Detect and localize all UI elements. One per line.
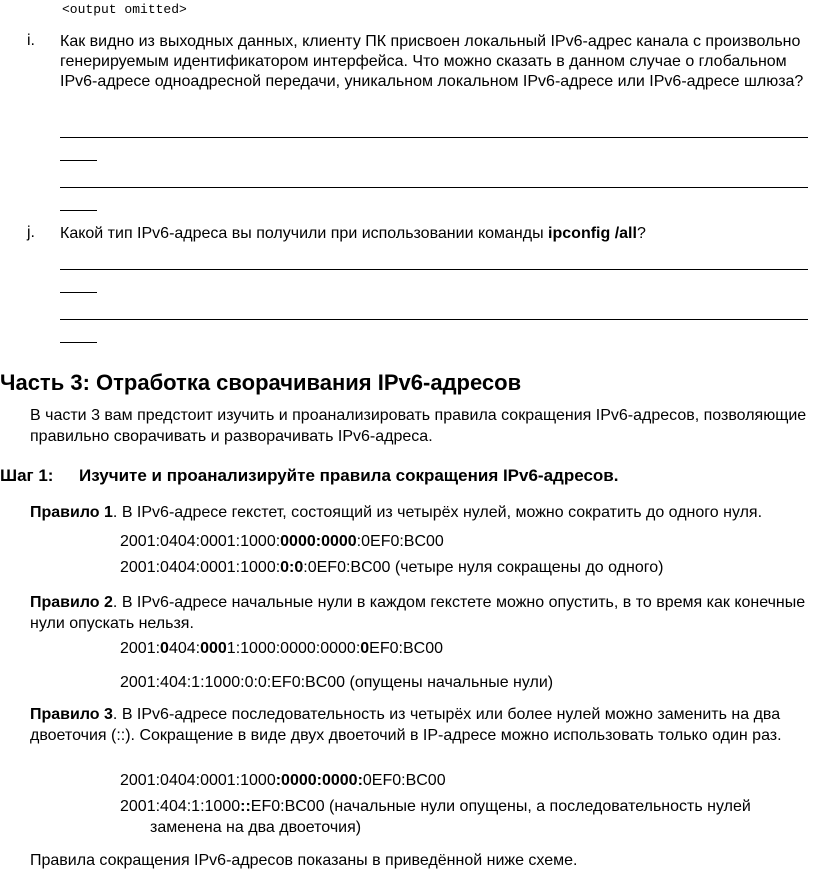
- rule-3-text: Правило 3. В IPv6-адресе последовательность из четырёх или более нулей можно заменить на два двоеточия (::). Сокращение в виде двух двоеточий в IP-адресе можно использовать только один раз.: [30, 706, 782, 744]
- rule-name: Правило 1: [30, 504, 113, 521]
- rule-3-example-1: 2001:0404:0001:1000:0000:0000:0EF0:BC00: [120, 772, 446, 789]
- question-label-j: j.: [27, 224, 35, 241]
- output-omitted-text: <output omitted>: [62, 2, 187, 17]
- answer-line[interactable]: [60, 187, 808, 188]
- answer-line-short[interactable]: [60, 160, 97, 161]
- answer-line[interactable]: [60, 319, 808, 320]
- rule-3-example-2-cont: заменена на два двоеточия): [150, 819, 362, 836]
- question-text-i: Как видно из выходных данных, клиенту ПК присвоен локальный IPv6-адрес канала с произвольно генерируемым идентификатором интерфейса. Что можно сказать в данном случае о глобальном IPv6-адресе одноадресной передачи, уникальном локальном IPv6-адресе или IPv6-адресе шлюза?: [60, 33, 804, 90]
- answer-line-short[interactable]: [60, 342, 97, 343]
- step-label: Шаг 1:: [0, 466, 54, 485]
- rule-1-example-2: 2001:0404:0001:1000:0:0:0EF0:BC00 (четыре нуля сокращены до одного): [120, 559, 664, 576]
- closing-text: Правила сокращения IPv6-адресов показаны в приведённой ниже схеме.: [30, 852, 578, 869]
- command-text: ipconfig /all: [548, 225, 637, 242]
- rule-2-example-2: 2001:404:1:1000:0:0:EF0:BC00 (опущены начальные нули): [120, 674, 554, 691]
- rule-3-example-2: 2001:404:1:1000::EF0:BC00 (начальные нули опущены, а последовательность нулей: [120, 798, 751, 815]
- rule-2-text: Правило 2. В IPv6-адресе начальные нули в каждом гекстете можно опустить, в то время как конечные нули опускать нельзя.: [30, 594, 806, 632]
- question-label-i: i.: [27, 32, 35, 49]
- part3-intro: В части 3 вам предстоит изучить и проанализировать правила сокращения IPv6-адресов, позволяющие правильно сворачивать и разворачивать IPv6-адреса.: [30, 407, 807, 445]
- rule-name: Правило 3: [30, 706, 113, 723]
- answer-line[interactable]: [60, 137, 808, 138]
- answer-line[interactable]: [60, 269, 808, 270]
- rule-2-example-1: 2001:0404:0001:1000:0000:0000:0EF0:BC00: [120, 640, 443, 657]
- answer-line-short[interactable]: [60, 210, 97, 211]
- rule-name: Правило 2: [30, 594, 113, 611]
- rule-1-text: Правило 1. В IPv6-адресе гекстет, состоящий из четырёх нулей, можно сократить до одного нуля.: [30, 504, 763, 521]
- part3-heading: Часть 3: Отработка сворачивания IPv6-адресов: [0, 370, 522, 395]
- question-text-j: Какой тип IPv6-адреса вы получили при использовании команды ipconfig /all?: [60, 225, 646, 242]
- answer-line-short[interactable]: [60, 292, 97, 293]
- step-title: Изучите и проанализируйте правила сокращения IPv6-адресов.: [79, 466, 619, 485]
- rule-1-example-1: 2001:0404:0001:1000:0000:0000:0EF0:BC00: [120, 533, 444, 550]
